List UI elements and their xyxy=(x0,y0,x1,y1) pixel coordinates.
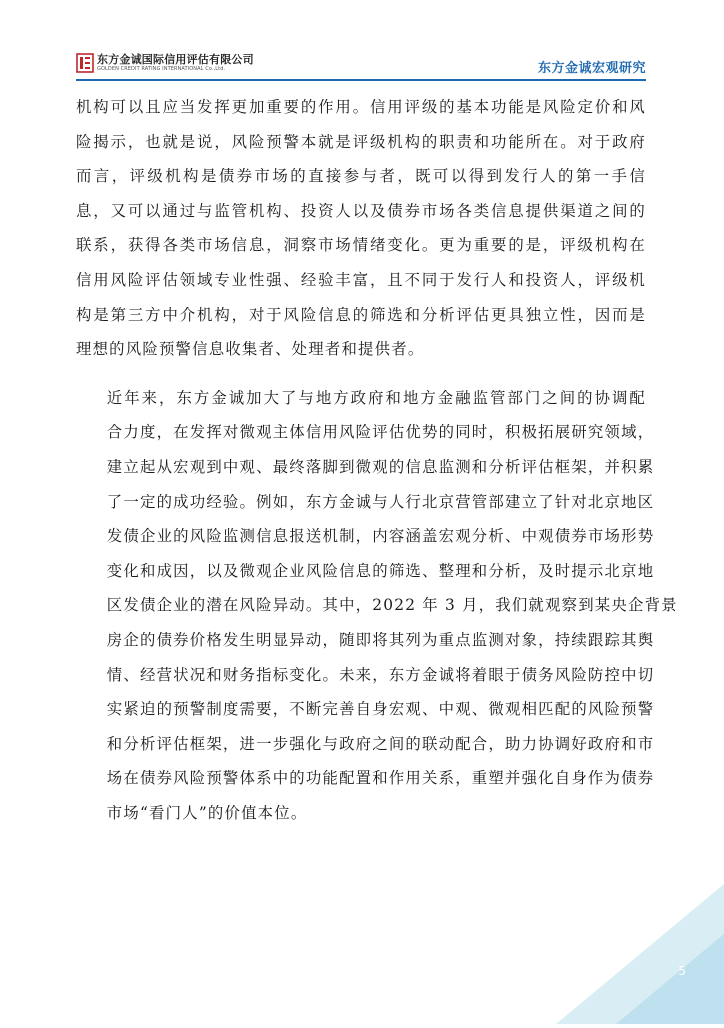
text-line: 息，又可以通过与监管机构、投资人以及债券市场各类信息提供渠道之间的 xyxy=(76,201,646,220)
page-header xyxy=(0,0,724,82)
text-line: 联系，获得各类市场信息，洞察市场情绪变化。更为重要的是，评级机构在 xyxy=(76,236,646,255)
text-line: 场在债券风险预警体系中的功能配置和作用关系，重塑并强化自身作为债券 xyxy=(106,769,655,788)
text-line: 近年来，东方金诚加大了与地方政府和地方金融监管部门之间的协调配 xyxy=(106,388,646,407)
logo-company-name-en: GOLDEN CREDIT RATING INTERNATIONAL Co.,Ltd. xyxy=(97,65,226,72)
text-line: 机构可以且应当发挥更加重要的作用。信用评级的基本功能是风险定价和风 xyxy=(76,98,646,116)
text-line: 险揭示，也就是说，风险预警本就是评级机构的职责和功能所在。对于政府 xyxy=(76,132,646,151)
article-body xyxy=(76,90,678,844)
text-line: 市场“看门人”的价值本位。 xyxy=(106,803,308,822)
text-line: 变化和成因，以及微观企业风险信息的筛选、整理和分析，及时提示北京地 xyxy=(106,561,655,580)
text-line: 房企的债券价格发生明显异动，随即将其列为重点监测对象，持续跟踪其舆 xyxy=(106,630,655,649)
text-line: 而言，评级机构是债券市场的直接参与者，既可以得到发行人的第一手信 xyxy=(76,167,646,186)
company-logo xyxy=(76,53,254,73)
header-brand-title: 东方金诚宏观研究 xyxy=(537,61,646,76)
paragraph-2 xyxy=(76,381,678,831)
logo-mark-icon xyxy=(76,53,94,73)
text-line: 区发债企业的潜在风险异动。其中，2022 年 3 月，我们就观察到某央企背景 xyxy=(106,596,678,615)
page-number: 5 xyxy=(678,964,686,978)
logo-company-name: 东方金诚国际信用评估有限公司 xyxy=(97,52,254,66)
text-line: 合力度，在发挥对微观主体信用风险评估优势的同时，积极拓展研究领域， xyxy=(106,423,655,442)
text-line: 和分析评估框架，进一步强化与政府之间的联动配合，助力协调好政府和市 xyxy=(106,734,655,753)
text-line: 发债企业的风险监测信息报送机制，内容涵盖宏观分析、中观债券市场形势 xyxy=(106,527,655,546)
paragraph-1 xyxy=(76,90,646,367)
text-line: 情、经营状况和财务指标变化。未来，东方金诚将着眼于债务风险防控中切 xyxy=(106,665,655,684)
text-line: 信用风险评估领域专业性强、经验丰富，且不同于发行人和投资人，评级机 xyxy=(76,270,646,289)
text-line: 理想的风险预警信息收集者、处理者和提供者。 xyxy=(76,340,425,359)
text-line: 构是第三方中介机构，对于风险信息的筛选和分析评估更具独立性，因而是 xyxy=(76,305,646,324)
header-divider xyxy=(76,79,646,81)
corner-decoration xyxy=(556,884,724,1024)
text-line: 了一定的成功经验。例如，东方金诚与人行北京营管部建立了针对北京地区 xyxy=(106,492,655,511)
text-line: 实紧迫的预警制度需要，不断完善自身宏观、中观、微观相匹配的风险预警 xyxy=(106,700,655,719)
text-line: 建立起从宏观到中观、最终落脚到微观的信息监测和分析评估框架，并积累 xyxy=(106,457,655,476)
